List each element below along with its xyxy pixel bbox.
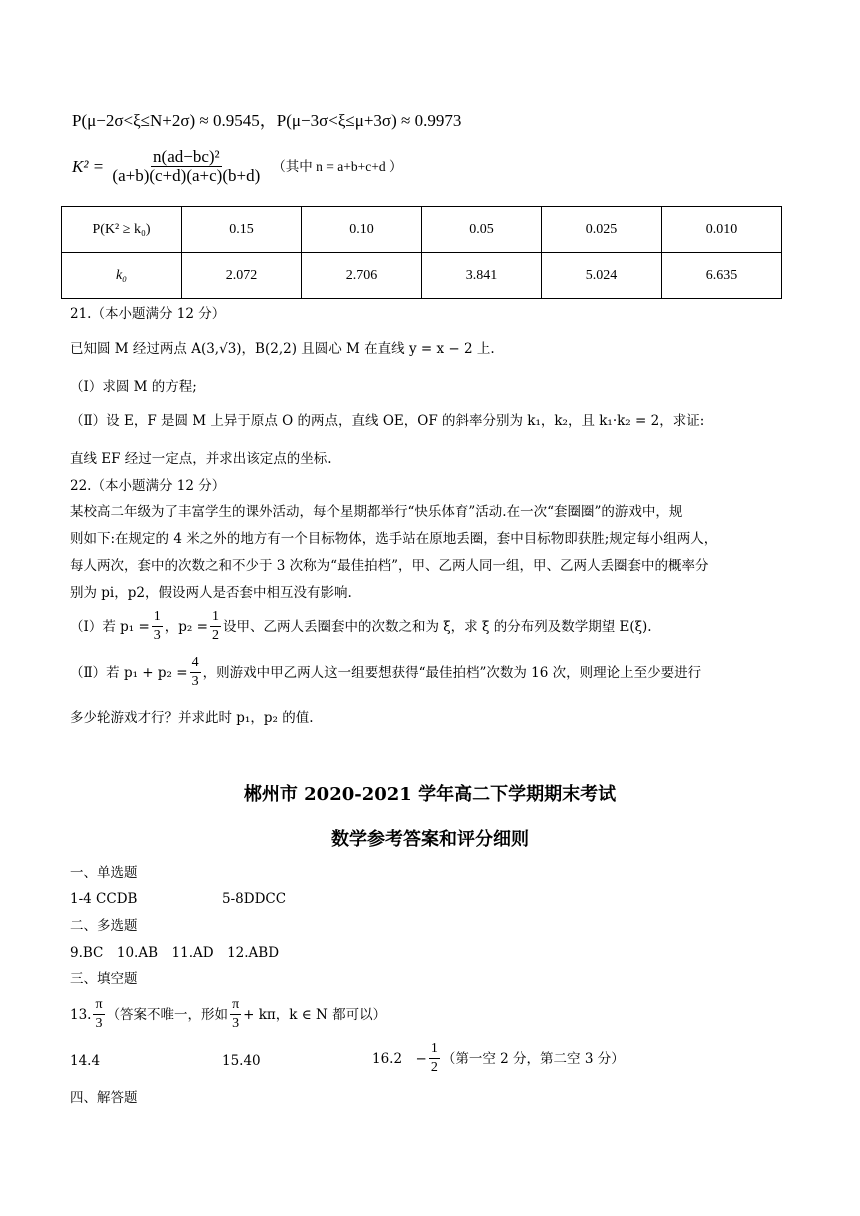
- fraction-numerator: 1: [210, 608, 221, 627]
- q21-part2-cont: 直线 EF 经过一定点，并求出该定点的坐标.: [70, 451, 332, 467]
- section-heading: 一、单选题: [70, 865, 138, 881]
- fraction-numerator: 1: [152, 608, 163, 627]
- table-cell: 5.024: [542, 253, 662, 299]
- section-heading: 三、填空题: [70, 971, 138, 987]
- q21-part1: （Ⅰ）求圆 M 的方程;: [70, 379, 197, 395]
- fraction-denominator: 3: [153, 628, 161, 643]
- fraction-denominator: 3: [232, 1016, 240, 1031]
- q22-part1: [70, 608, 652, 645]
- fraction-numerator: 1: [429, 1040, 440, 1059]
- table-cell: 0.15: [182, 207, 302, 253]
- q21-stem: 已知圆 M 经过两点 A(3,√3)，B(2,2) 且圆心 M 在直线 y = x − 2 上.: [70, 341, 495, 357]
- q22-para-line: 则如下:在规定的 4 米之外的地方有一个目标物体，选手站在原地丢圈，套中目标物即获胜;规定每小组两人，: [70, 531, 718, 547]
- fraction-numerator: π: [93, 996, 104, 1015]
- section-heading: 四、解答题: [70, 1090, 138, 1106]
- q13-label: 13.: [70, 1006, 92, 1023]
- q22-para-line: 别为 pi，p2，假设两人是否套中相互没有影响.: [70, 585, 352, 601]
- q16-pre: 16.2 −: [372, 1050, 427, 1067]
- fraction: [93, 996, 104, 1033]
- table-header-cell: P(K² ≥ k₀): [62, 207, 182, 253]
- q22-part2: [70, 654, 701, 691]
- q22-part2-pre: （Ⅱ）若 p₁ + p₂ =: [70, 664, 188, 681]
- table-cell: 3.841: [422, 253, 542, 299]
- q13-mid: （答案不唯一，形如: [106, 1006, 229, 1023]
- answer-line: 1-4 CCDB: [70, 891, 138, 907]
- fraction: [152, 608, 163, 645]
- fraction-numerator: π: [230, 996, 241, 1015]
- k2-denominator: (a+b)(c+d)(a+c)(b+d): [112, 166, 261, 185]
- q22-part2-post: ，则游戏中甲乙两人这一组要想获得“最佳拍档”次数为 16 次，则理论上至少要进行: [202, 664, 702, 681]
- table-cell: 2.706: [302, 253, 422, 299]
- q21-part2: （Ⅱ）设 E，F 是圆 M 上异于原点 O 的两点，直线 OE，OF 的斜率分别为 k₁，k₂，且 k₁·k₂ = 2，求证:: [70, 413, 705, 429]
- table-row: [62, 253, 782, 299]
- answer-subtitle: 数学参考答案和评分细则: [331, 829, 529, 850]
- k2-numerator: n(ad−bc)²: [153, 147, 220, 166]
- fraction: [190, 654, 201, 691]
- q22-para-line: 每人两次，套中的次数之和不少于 3 次称为“最佳拍档”，甲、乙两人同一组，甲、乙两人丢圈套中的概率分: [70, 558, 709, 574]
- table-cell: 2.072: [182, 253, 302, 299]
- q22-part1-post: 设甲、乙两人丢圈套中的次数之和为 ξ，求 ξ 的分布列及数学期望 E(ξ).: [222, 618, 652, 635]
- answer-line: 9.BC 10.AB 11.AD 12.ABD: [70, 945, 280, 961]
- q22-part1-pre: （Ⅰ）若 p₁ =: [70, 618, 150, 635]
- k2-fraction: [110, 148, 262, 185]
- q22-heading: 22.（本小题满分 12 分）: [70, 478, 226, 494]
- k2-note: （其中 n = a+b+c+d ）: [272, 158, 403, 174]
- fraction: [429, 1040, 440, 1077]
- q21-heading: 21.（本小题满分 12 分）: [70, 306, 226, 322]
- critical-value-table: [61, 206, 782, 299]
- table-row: [62, 207, 782, 253]
- answer-q13: [70, 996, 386, 1033]
- q13-post: + kπ，k ∈ N 都可以）: [243, 1006, 387, 1023]
- fraction-numerator: 4: [190, 654, 201, 673]
- table-header-cell: k₀: [62, 253, 182, 299]
- table-cell: 0.10: [302, 207, 422, 253]
- answer-line: 5-8DDCC: [222, 891, 287, 907]
- answer-q15: 15.40: [222, 1053, 261, 1069]
- fraction-denominator: 3: [191, 674, 199, 689]
- section-heading: 二、多选题: [70, 918, 138, 934]
- fraction: [210, 608, 221, 645]
- answer-title: 郴州市 2020-2021 学年高二下学期期末考试: [243, 784, 617, 805]
- q22-part2-cont: 多少轮游戏才行？并求此时 p₁，p₂ 的值.: [70, 710, 314, 726]
- answer-q14: 14.4: [70, 1053, 101, 1069]
- fraction: [230, 996, 241, 1033]
- table-cell: 6.635: [662, 253, 782, 299]
- answer-q16: [372, 1040, 625, 1077]
- fraction-denominator: 2: [211, 628, 219, 643]
- k2-symbol: K² =: [72, 156, 109, 176]
- k2-formula: [72, 148, 402, 185]
- fraction-denominator: 3: [95, 1016, 103, 1031]
- q22-para-line: 某校高二年级为了丰富学生的课外活动，每个星期都举行“快乐体育”活动.在一次“套圈圈”的游戏中，规: [70, 504, 683, 520]
- q22-part1-mid: ，p₂ =: [164, 618, 208, 635]
- table-cell: 0.025: [542, 207, 662, 253]
- fraction-denominator: 2: [430, 1060, 438, 1075]
- q16-post: （第一空 2 分，第二空 3 分）: [441, 1050, 625, 1067]
- table-cell: 0.010: [662, 207, 782, 253]
- table-cell: 0.05: [422, 207, 542, 253]
- normal-prob-formula: P(μ−2σ<ξ≤N+2σ) ≈ 0.9545，P(μ−3σ<ξ≤μ+3σ) ≈ 0.9973: [72, 111, 462, 130]
